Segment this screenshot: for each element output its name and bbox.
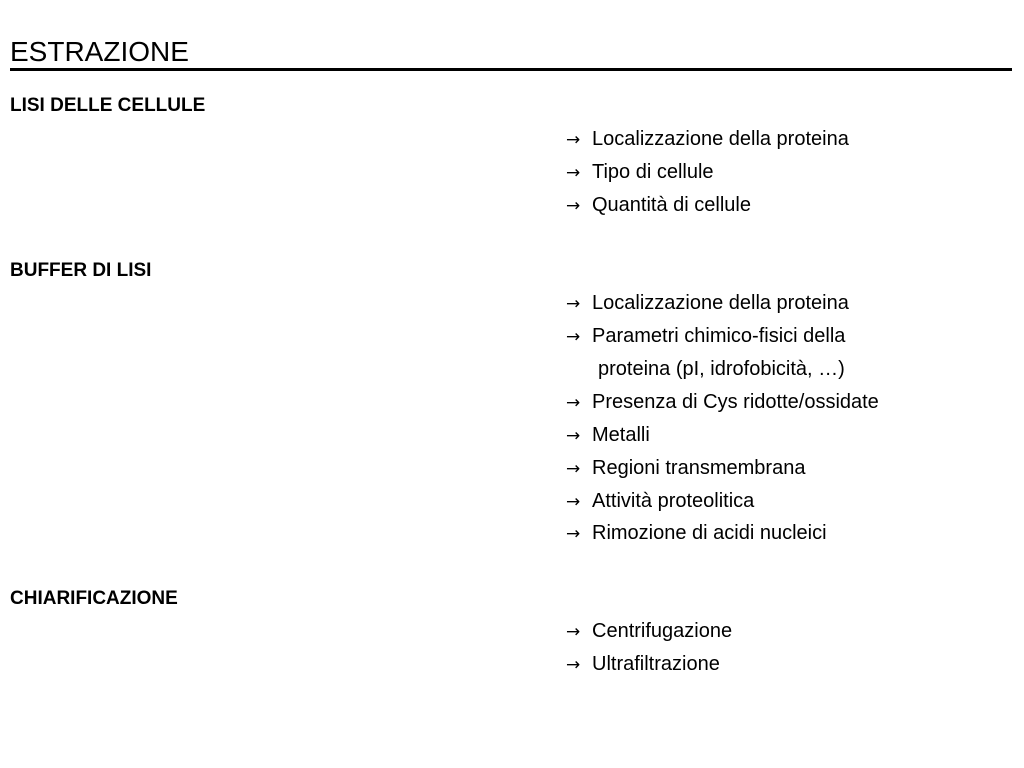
arrow-right-icon: →	[566, 459, 581, 479]
list-item-text: Ultrafiltrazione	[592, 653, 720, 675]
arrow-right-icon: →	[566, 130, 581, 150]
list-item-continuation: proteina (pI, idrofobicità, …)	[598, 358, 845, 380]
list-item	[566, 127, 849, 152]
arrow-right-icon: →	[566, 524, 581, 544]
list-item-text: Rimozione di acidi nucleici	[592, 522, 827, 544]
list-item	[566, 652, 720, 677]
list-item-text: Quantità di cellule	[592, 194, 751, 216]
list-item-text: Parametri chimico-fisici della	[592, 325, 846, 347]
list-item	[566, 160, 714, 185]
arrow-right-icon: →	[566, 393, 581, 413]
list-item	[566, 324, 845, 349]
arrow-right-icon: →	[566, 655, 581, 675]
list-item-text: Presenza di Cys ridotte/ossidate	[592, 391, 879, 413]
section-heading-buffer-di-lisi: BUFFER DI LISI	[10, 260, 152, 281]
arrow-right-icon: →	[566, 163, 581, 183]
list-item-text: Localizzazione della proteina	[592, 128, 849, 150]
list-item-text: Metalli	[592, 424, 650, 446]
arrow-right-icon: →	[566, 622, 581, 642]
section-heading-chiarificazione: CHIARIFICAZIONE	[10, 588, 178, 609]
list-item-text: Centrifugazione	[592, 620, 733, 642]
list-item	[566, 456, 805, 481]
arrow-right-icon: →	[566, 294, 581, 314]
arrow-right-icon: →	[566, 426, 581, 446]
list-item	[566, 489, 754, 514]
slide-title: ESTRAZIONE	[10, 36, 189, 67]
list-item	[566, 521, 827, 546]
list-item	[566, 423, 650, 448]
arrow-right-icon: →	[566, 196, 581, 216]
arrow-right-icon: →	[566, 327, 581, 347]
list-item-text: Tipo di cellule	[592, 161, 714, 183]
title-underline	[10, 68, 1012, 71]
list-item	[566, 291, 849, 316]
list-item	[566, 390, 879, 415]
list-item-text: Attività proteolitica	[592, 490, 755, 512]
list-item	[566, 193, 751, 218]
section-heading-lisi-delle-cellule: LISI DELLE CELLULE	[10, 95, 206, 116]
list-item-text: Localizzazione della proteina	[592, 292, 849, 314]
list-item	[566, 619, 732, 644]
list-item-text: Regioni transmembrana	[592, 457, 806, 479]
arrow-right-icon: →	[566, 492, 581, 512]
